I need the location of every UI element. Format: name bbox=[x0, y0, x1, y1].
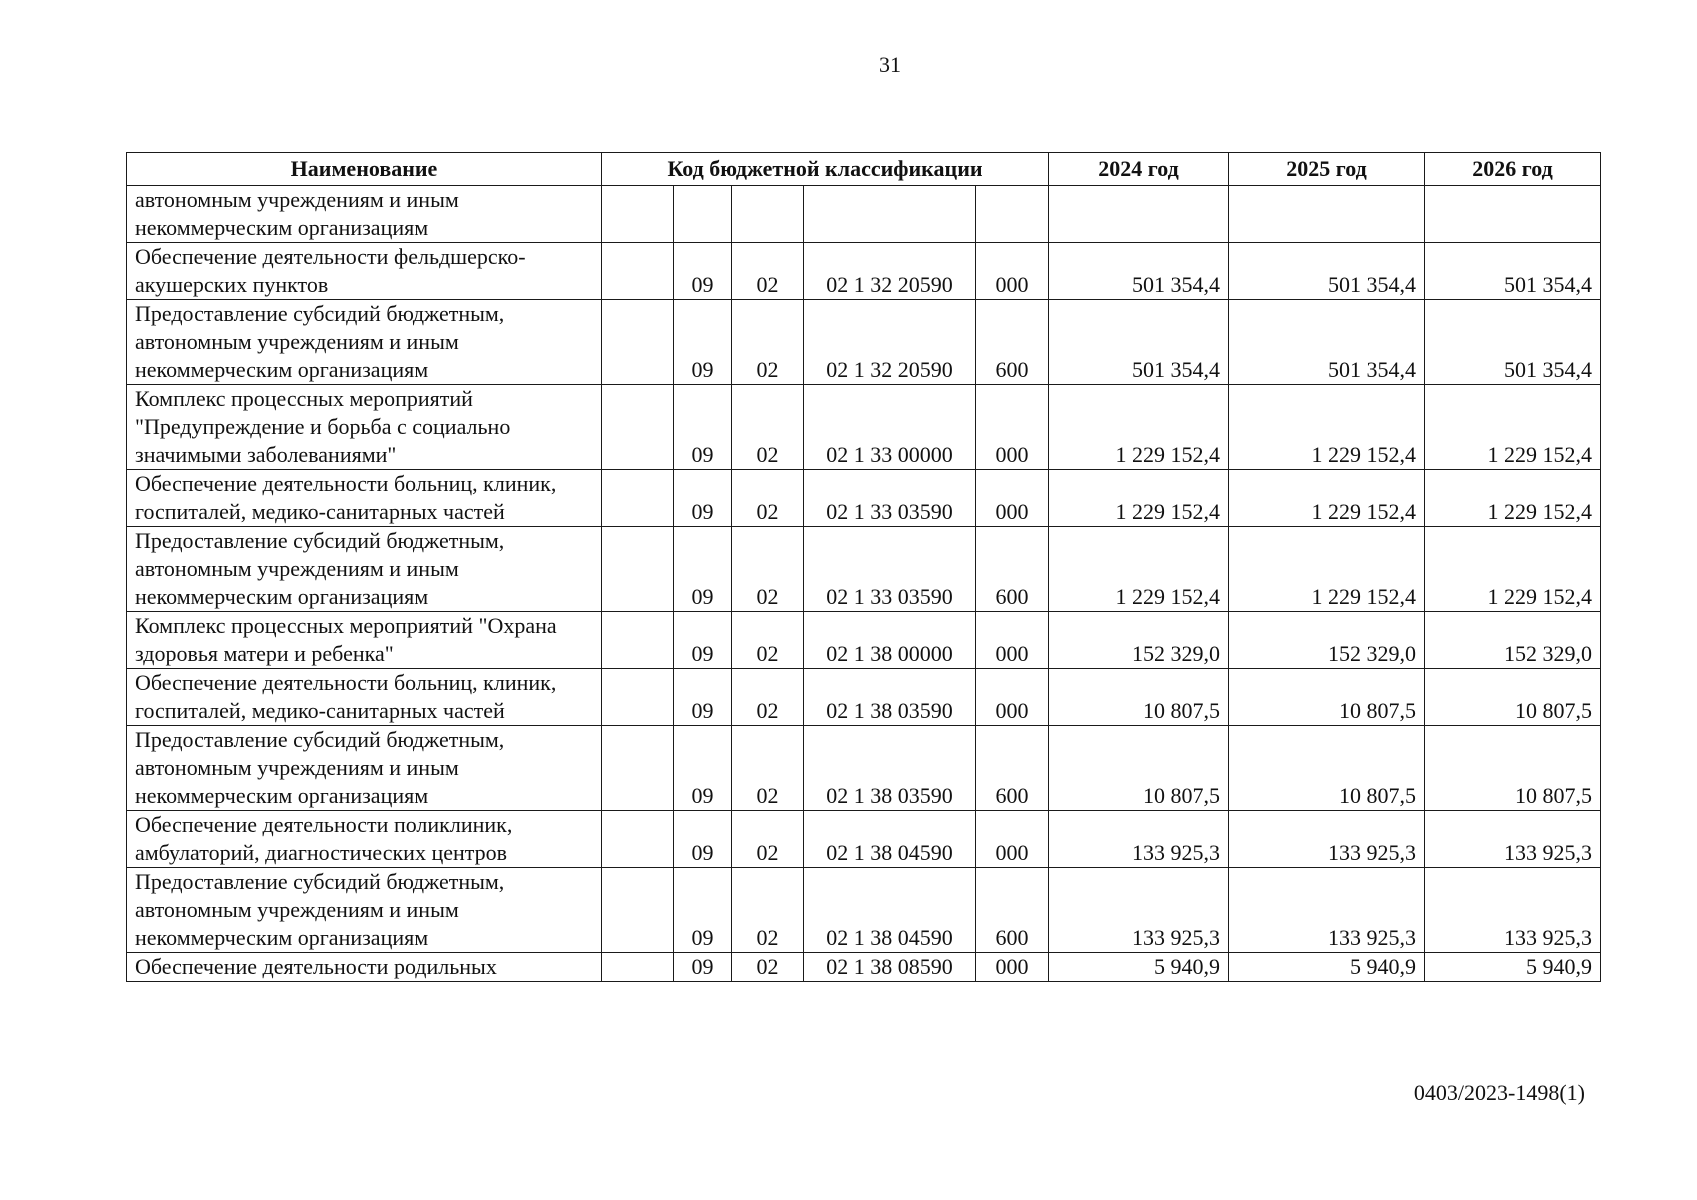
row-value-2025: 501 354,4 bbox=[1229, 243, 1425, 300]
row-code-blank bbox=[602, 470, 674, 527]
row-code-section: 09 bbox=[674, 243, 732, 300]
row-code-expense-type bbox=[976, 186, 1049, 243]
table-body bbox=[127, 186, 1601, 982]
row-name: Комплекс процессных мероприятий "Предупреждение и борьба с социально значимыми заболеваниями" bbox=[127, 385, 602, 470]
row-code-expense-type: 600 bbox=[976, 300, 1049, 385]
row-code-subsection: 02 bbox=[732, 811, 804, 868]
row-value-2025: 5 940,9 bbox=[1229, 953, 1425, 982]
row-value-2025: 10 807,5 bbox=[1229, 669, 1425, 726]
row-value-2025: 133 925,3 bbox=[1229, 868, 1425, 953]
row-code-target: 02 1 38 00000 bbox=[804, 612, 976, 669]
row-code-section: 09 bbox=[674, 811, 732, 868]
row-code-blank bbox=[602, 811, 674, 868]
row-value-2026: 1 229 152,4 bbox=[1425, 385, 1601, 470]
row-value-2025: 501 354,4 bbox=[1229, 300, 1425, 385]
row-code-target: 02 1 38 04590 bbox=[804, 811, 976, 868]
row-code-target: 02 1 38 03590 bbox=[804, 669, 976, 726]
row-code-blank bbox=[602, 186, 674, 243]
row-code-section: 09 bbox=[674, 868, 732, 953]
table-row bbox=[127, 811, 1601, 868]
row-value-2025 bbox=[1229, 186, 1425, 243]
row-code-subsection bbox=[732, 186, 804, 243]
row-value-2026: 10 807,5 bbox=[1425, 726, 1601, 811]
row-name: Обеспечение деятельности больниц, клиник, госпиталей, медико-санитарных частей bbox=[127, 470, 602, 527]
row-code-subsection: 02 bbox=[732, 868, 804, 953]
row-name: Обеспечение деятельности родильных bbox=[127, 953, 602, 982]
row-value-2025: 1 229 152,4 bbox=[1229, 470, 1425, 527]
row-code-section: 09 bbox=[674, 669, 732, 726]
row-value-2024: 133 925,3 bbox=[1049, 868, 1229, 953]
row-code-blank bbox=[602, 243, 674, 300]
row-code-section: 09 bbox=[674, 726, 732, 811]
header-2024: 2024 год bbox=[1049, 153, 1229, 186]
row-code-expense-type: 600 bbox=[976, 868, 1049, 953]
row-code-blank bbox=[602, 300, 674, 385]
row-name: Обеспечение деятельности поликлиник, амбулаторий, диагностических центров bbox=[127, 811, 602, 868]
row-code-expense-type: 000 bbox=[976, 953, 1049, 982]
row-code-section: 09 bbox=[674, 953, 732, 982]
row-code-expense-type: 000 bbox=[976, 243, 1049, 300]
row-code-section: 09 bbox=[674, 300, 732, 385]
row-code-section: 09 bbox=[674, 385, 732, 470]
row-code-subsection: 02 bbox=[732, 243, 804, 300]
row-value-2024: 1 229 152,4 bbox=[1049, 385, 1229, 470]
row-code-expense-type: 000 bbox=[976, 669, 1049, 726]
document-code: 0403/2023-1498(1) bbox=[1413, 1080, 1585, 1105]
row-value-2026: 10 807,5 bbox=[1425, 669, 1601, 726]
row-code-blank bbox=[602, 385, 674, 470]
header-name: Наименование bbox=[127, 153, 602, 186]
row-value-2024: 10 807,5 bbox=[1049, 726, 1229, 811]
row-name: Предоставление субсидий бюджетным, автономным учреждениям и иным некоммерческим организациям bbox=[127, 300, 602, 385]
row-value-2025: 1 229 152,4 bbox=[1229, 527, 1425, 612]
budget-table bbox=[126, 152, 1601, 982]
row-code-expense-type: 600 bbox=[976, 726, 1049, 811]
table-row bbox=[127, 186, 1601, 243]
row-code-subsection: 02 bbox=[732, 726, 804, 811]
row-code-section: 09 bbox=[674, 527, 732, 612]
row-value-2024: 133 925,3 bbox=[1049, 811, 1229, 868]
row-value-2026: 501 354,4 bbox=[1425, 300, 1601, 385]
table-row bbox=[127, 470, 1601, 527]
row-code-target: 02 1 33 00000 bbox=[804, 385, 976, 470]
row-name: Предоставление субсидий бюджетным, автономным учреждениям и иным некоммерческим организациям bbox=[127, 868, 602, 953]
table-row bbox=[127, 726, 1601, 811]
table-row bbox=[127, 669, 1601, 726]
row-code-section: 09 bbox=[674, 612, 732, 669]
row-value-2024: 10 807,5 bbox=[1049, 669, 1229, 726]
table-row bbox=[127, 527, 1601, 612]
table-header-row bbox=[127, 153, 1601, 186]
row-value-2025: 10 807,5 bbox=[1229, 726, 1425, 811]
row-code-blank bbox=[602, 868, 674, 953]
row-value-2024: 501 354,4 bbox=[1049, 243, 1229, 300]
table-row bbox=[127, 953, 1601, 982]
row-code-target bbox=[804, 186, 976, 243]
row-code-expense-type: 000 bbox=[976, 470, 1049, 527]
row-code-target: 02 1 32 20590 bbox=[804, 300, 976, 385]
row-code-subsection: 02 bbox=[732, 669, 804, 726]
row-value-2026 bbox=[1425, 186, 1601, 243]
row-value-2026: 133 925,3 bbox=[1425, 868, 1601, 953]
row-name: Обеспечение деятельности фельдшерско-акушерских пунктов bbox=[127, 243, 602, 300]
row-value-2024: 5 940,9 bbox=[1049, 953, 1229, 982]
row-name: Предоставление субсидий бюджетным, автономным учреждениям и иным некоммерческим организациям bbox=[127, 527, 602, 612]
row-code-blank bbox=[602, 669, 674, 726]
table-row bbox=[127, 243, 1601, 300]
row-value-2025: 1 229 152,4 bbox=[1229, 385, 1425, 470]
row-code-blank bbox=[602, 726, 674, 811]
header-budget-code: Код бюджетной классификации bbox=[602, 153, 1049, 186]
row-code-target: 02 1 38 04590 bbox=[804, 868, 976, 953]
header-2025: 2025 год bbox=[1229, 153, 1425, 186]
row-code-target: 02 1 32 20590 bbox=[804, 243, 976, 300]
table-row bbox=[127, 612, 1601, 669]
row-code-target: 02 1 33 03590 bbox=[804, 470, 976, 527]
row-value-2024: 152 329,0 bbox=[1049, 612, 1229, 669]
row-code-expense-type: 000 bbox=[976, 385, 1049, 470]
row-code-blank bbox=[602, 527, 674, 612]
table-row bbox=[127, 385, 1601, 470]
row-value-2024: 1 229 152,4 bbox=[1049, 470, 1229, 527]
row-code-target: 02 1 38 03590 bbox=[804, 726, 976, 811]
row-code-section: 09 bbox=[674, 470, 732, 527]
row-name: Предоставление субсидий бюджетным, автономным учреждениям и иным некоммерческим организациям bbox=[127, 726, 602, 811]
row-code-subsection: 02 bbox=[732, 527, 804, 612]
row-value-2026: 152 329,0 bbox=[1425, 612, 1601, 669]
row-value-2026: 1 229 152,4 bbox=[1425, 527, 1601, 612]
row-code-section bbox=[674, 186, 732, 243]
table-row bbox=[127, 300, 1601, 385]
row-code-blank bbox=[602, 612, 674, 669]
row-code-subsection: 02 bbox=[732, 470, 804, 527]
header-2026: 2026 год bbox=[1425, 153, 1601, 186]
row-code-expense-type: 000 bbox=[976, 811, 1049, 868]
row-value-2024: 501 354,4 bbox=[1049, 300, 1229, 385]
row-code-expense-type: 000 bbox=[976, 612, 1049, 669]
row-name: Обеспечение деятельности больниц, клиник, госпиталей, медико-санитарных частей bbox=[127, 669, 602, 726]
row-code-target: 02 1 33 03590 bbox=[804, 527, 976, 612]
row-value-2024 bbox=[1049, 186, 1229, 243]
page-number: 31 bbox=[879, 52, 901, 77]
row-name: Комплекс процессных мероприятий "Охрана здоровья матери и ребенка" bbox=[127, 612, 602, 669]
row-code-expense-type: 600 bbox=[976, 527, 1049, 612]
row-code-subsection: 02 bbox=[732, 612, 804, 669]
row-value-2026: 133 925,3 bbox=[1425, 811, 1601, 868]
row-value-2026: 5 940,9 bbox=[1425, 953, 1601, 982]
row-code-subsection: 02 bbox=[732, 300, 804, 385]
row-value-2026: 501 354,4 bbox=[1425, 243, 1601, 300]
row-value-2026: 1 229 152,4 bbox=[1425, 470, 1601, 527]
row-code-subsection: 02 bbox=[732, 385, 804, 470]
row-value-2025: 152 329,0 bbox=[1229, 612, 1425, 669]
row-code-blank bbox=[602, 953, 674, 982]
row-name: автономным учреждениям и иным некоммерческим организациям bbox=[127, 186, 602, 243]
row-value-2024: 1 229 152,4 bbox=[1049, 527, 1229, 612]
table-row bbox=[127, 868, 1601, 953]
row-value-2025: 133 925,3 bbox=[1229, 811, 1425, 868]
row-code-target: 02 1 38 08590 bbox=[804, 953, 976, 982]
row-code-subsection: 02 bbox=[732, 953, 804, 982]
